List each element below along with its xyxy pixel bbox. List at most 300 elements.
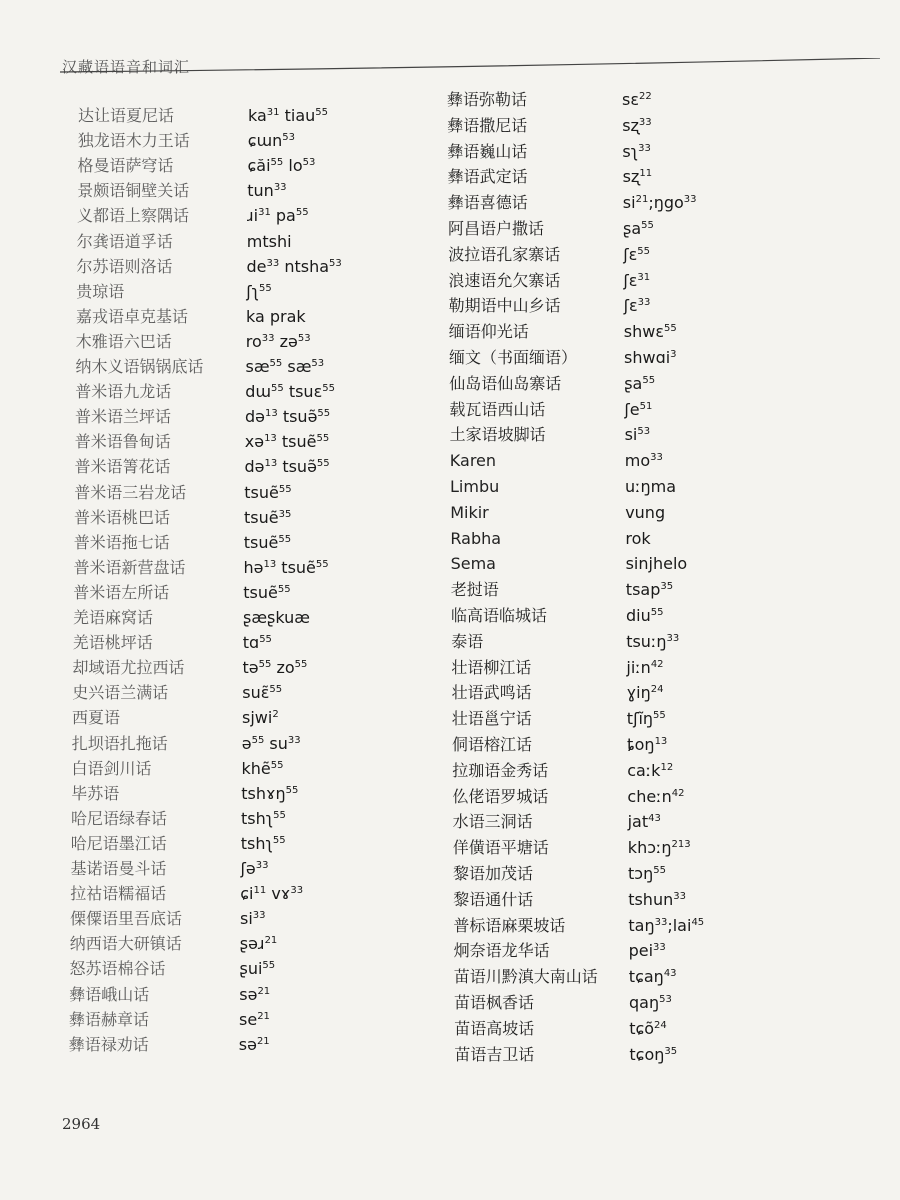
ipa-transcription <box>247 230 292 254</box>
ipa-transcription <box>245 455 330 479</box>
ipa-segment: ʂəɹ <box>239 934 265 954</box>
language-name: Limbu <box>450 477 500 496</box>
ipa-transcription <box>624 398 652 422</box>
ipa-transcription <box>625 501 665 525</box>
ipa-transcription <box>622 140 650 164</box>
tone-number: 35 <box>660 581 674 593</box>
ipa-transcription <box>243 631 272 655</box>
tone-number: 21 <box>256 1035 270 1047</box>
ipa-segment: sɛ <box>622 90 639 109</box>
ipa-transcription <box>625 527 650 551</box>
language-name: 木雅语六巴话 <box>75 331 172 351</box>
ipa-transcription <box>623 217 654 241</box>
ipa-transcription <box>624 320 677 344</box>
ipa-transcription <box>240 882 303 906</box>
ipa-transcription <box>239 1033 270 1057</box>
tone-number: 42 <box>650 658 664 670</box>
language-name: 哈尼语墨江话 <box>70 833 167 853</box>
tone-number: 33 <box>666 632 680 644</box>
language-name: 壮语武鸣话 <box>451 683 532 703</box>
ipa-transcription <box>624 294 651 318</box>
tone-number: 55 <box>315 558 329 570</box>
ipa-transcription <box>244 556 329 580</box>
ipa-segment: də <box>244 457 265 477</box>
ipa-segment: se <box>239 1009 258 1029</box>
tone-number: 11 <box>253 885 267 897</box>
ipa-segment: si <box>622 193 636 213</box>
ipa-segment: tun <box>247 181 274 201</box>
ipa-transcription <box>243 606 310 630</box>
ipa-segment: ;ŋgo <box>648 193 684 213</box>
tone-number: 55 <box>259 282 272 294</box>
language-name: 彝语喜德话 <box>447 193 528 213</box>
ipa-segment: sʅ <box>622 141 639 161</box>
language-name: 贵琼语 <box>76 281 125 301</box>
ipa-transcription <box>246 330 311 354</box>
language-name: 水语三洞话 <box>452 812 533 832</box>
ipa-segment: ʂa <box>624 373 643 393</box>
ipa-transcription <box>247 179 286 203</box>
ipa-segment: ʂui <box>239 959 263 979</box>
ipa-segment: khẽ <box>241 758 271 778</box>
tone-number: 13 <box>263 558 277 570</box>
tone-number: 33 <box>252 910 266 922</box>
ipa-segment: ʃʅ <box>246 281 260 301</box>
ipa-transcription <box>242 706 279 730</box>
tone-number: 21 <box>257 985 271 997</box>
ipa-segment: tə <box>242 658 259 678</box>
tone-number: 12 <box>660 761 674 773</box>
ipa-segment: tsuẽ <box>243 532 279 552</box>
language-name: 独龙语木力王话 <box>77 131 190 151</box>
language-name: 普米语鲁甸话 <box>74 432 171 452</box>
ipa-segment: ə <box>241 733 252 753</box>
ipa-segment: ʃɛ <box>623 270 638 290</box>
tone-number: 2 <box>272 709 279 721</box>
tone-number: 55 <box>641 220 654 231</box>
tone-number: 31 <box>266 107 280 118</box>
ipa-segment: vung <box>625 502 666 522</box>
ipa-transcription <box>629 939 666 963</box>
language-name: 毕苏语 <box>71 783 120 803</box>
ipa-segment: tshʅ <box>240 833 273 853</box>
language-name: Rabha <box>450 528 502 548</box>
tone-number: 51 <box>639 400 653 412</box>
language-name: 普米语三岩龙话 <box>74 482 187 502</box>
ipa-segment: tsap <box>625 580 661 600</box>
tone-number: 55 <box>278 483 292 495</box>
ipa-segment: tiau <box>279 106 316 125</box>
language-name: 彝语赫章话 <box>69 1009 150 1029</box>
language-name: 羌语麻窝话 <box>73 608 154 627</box>
tone-number: 33 <box>290 885 304 897</box>
tone-number: 55 <box>251 734 265 746</box>
ipa-segment: ʃə <box>240 859 256 878</box>
language-name: 缅文（书面缅语） <box>449 348 578 367</box>
ipa-transcription <box>625 423 651 447</box>
language-name: 泰语 <box>451 631 484 651</box>
ipa-transcription <box>242 757 284 781</box>
language-name: 尔苏语则洛话 <box>76 256 173 276</box>
language-name: 苗语高坡话 <box>454 1018 535 1038</box>
language-name: 哈尼语绿春话 <box>71 808 168 828</box>
ipa-transcription <box>241 807 286 831</box>
tone-number: 35 <box>664 1045 678 1057</box>
language-name: 纳西语大研镇话 <box>69 934 182 954</box>
tone-number: 53 <box>297 332 311 344</box>
language-name: 普标语麻栗坡话 <box>453 915 566 935</box>
ipa-segment: sæ <box>282 357 312 376</box>
ipa-segment: sʐ <box>622 167 640 187</box>
ipa-transcription <box>626 552 688 576</box>
language-name: 景颇语铜壁关话 <box>77 181 190 201</box>
tone-number: 13 <box>264 458 278 470</box>
ipa-transcription <box>244 531 291 555</box>
tone-number: 53 <box>282 132 296 144</box>
tone-number: 33 <box>650 452 663 464</box>
language-name: Sema <box>450 554 496 574</box>
tone-number: 53 <box>659 994 672 1005</box>
tone-number: 55 <box>316 433 330 445</box>
running-header: 汉藏语语音和词汇 <box>62 58 191 76</box>
tone-number: 33 <box>287 734 301 746</box>
ipa-transcription <box>247 255 342 279</box>
tone-number: 55 <box>262 960 276 972</box>
ipa-transcription <box>627 733 667 757</box>
ipa-segment: ntsha <box>279 256 330 276</box>
tone-number: 53 <box>329 257 342 269</box>
ipa-segment: tshun <box>628 889 674 909</box>
ipa-transcription <box>242 681 282 705</box>
page-number: 2964 <box>62 1115 101 1133</box>
language-name: 彝语撒尼话 <box>447 115 528 135</box>
ipa-segment: rok <box>625 528 651 548</box>
tone-number: 55 <box>664 323 677 335</box>
ipa-segment: jat <box>627 812 649 832</box>
ipa-segment: ;lai <box>667 915 692 935</box>
tone-number: 24 <box>650 684 664 696</box>
tone-number: 53 <box>637 426 651 438</box>
language-name: 纳木义语锅锅底话 <box>75 357 204 376</box>
language-name: 缅语仰光话 <box>448 322 529 342</box>
ipa-transcription <box>622 88 652 112</box>
language-name: 炯奈语龙华话 <box>453 941 550 961</box>
ipa-transcription <box>625 475 676 499</box>
ipa-segment: vɤ <box>266 884 291 904</box>
tone-number: 3 <box>670 349 677 360</box>
language-name: 壮语邕宁话 <box>451 709 532 729</box>
ipa-transcription <box>244 481 291 505</box>
ipa-segment: sinjhelo <box>625 554 688 574</box>
ipa-segment: tɕõ <box>629 1018 655 1038</box>
ipa-segment: caːk <box>627 760 661 780</box>
ipa-transcription <box>245 380 335 404</box>
language-name: 普米语九龙话 <box>75 382 172 402</box>
ipa-transcription <box>240 932 278 956</box>
tone-number: 33 <box>261 332 275 344</box>
ipa-segment: dɯ <box>245 382 271 402</box>
language-name: 拉祜语糯福话 <box>70 884 167 904</box>
tone-number: 21 <box>264 935 278 947</box>
tone-number: 21 <box>257 1010 270 1022</box>
tone-number: 33 <box>637 297 651 309</box>
ipa-segment: tʃĩŋ <box>626 709 654 729</box>
ipa-segment: ka <box>248 106 267 125</box>
tone-number: 53 <box>302 157 316 169</box>
ipa-segment: ȶoŋ <box>627 735 655 754</box>
ipa-transcription <box>626 656 663 680</box>
tone-number: 55 <box>642 374 656 386</box>
ipa-segment: jiːn <box>626 657 651 677</box>
language-name: 苗语川黔滇大南山话 <box>453 967 598 987</box>
ipa-transcription <box>241 832 286 856</box>
language-name: 彝语弥勒话 <box>447 90 528 109</box>
ipa-segment: su <box>264 733 288 753</box>
language-name: 怒苏语棉谷话 <box>69 959 166 979</box>
tone-number: 55 <box>272 834 286 846</box>
ipa-segment: tɔŋ <box>628 864 654 883</box>
ipa-segment: xə <box>244 432 265 452</box>
language-name: 浪速语允欠寨话 <box>448 270 561 290</box>
ipa-segment: cheːn <box>627 786 672 806</box>
tone-number: 55 <box>295 207 309 219</box>
tone-number: 33 <box>273 182 287 194</box>
ipa-transcription <box>628 810 661 834</box>
language-name: 苗语枫香话 <box>454 993 535 1012</box>
ipa-transcription <box>241 782 298 806</box>
ipa-segment: sʐ <box>622 115 639 135</box>
ipa-transcription <box>241 857 269 881</box>
ipa-transcription <box>247 204 309 228</box>
ipa-transcription <box>629 965 677 989</box>
tone-number: 55 <box>653 865 666 876</box>
tone-number: 35 <box>278 508 292 520</box>
tone-number: 33 <box>683 194 697 206</box>
language-name: 普米语左所话 <box>73 582 170 602</box>
ipa-transcription <box>623 243 650 267</box>
ipa-segment: tɕoŋ <box>629 1044 665 1064</box>
language-name: 彝语巍山话 <box>447 141 528 161</box>
ipa-transcription <box>623 165 652 189</box>
ipa-segment: shwɑi <box>624 348 671 367</box>
ipa-segment: tsuɛ <box>283 382 323 402</box>
ipa-segment: ɕi <box>240 884 254 904</box>
language-name: 基诺语曼斗话 <box>70 859 167 878</box>
ipa-segment: tshʅ <box>241 808 274 828</box>
language-name: 普米语兰坪话 <box>75 407 172 427</box>
language-name: 佯僙语平塘话 <box>452 838 549 858</box>
ipa-segment: ɹi <box>247 206 259 226</box>
ipa-segment: tɕaŋ <box>628 967 664 987</box>
ipa-segment: lo <box>283 156 303 176</box>
ipa-segment: sə <box>239 984 258 1004</box>
tone-number: 55 <box>259 634 272 646</box>
ipa-segment: tshɤŋ <box>241 783 286 803</box>
ipa-segment: tsuẽ <box>244 507 279 527</box>
ipa-transcription <box>627 785 684 809</box>
tone-number: 13 <box>654 736 668 747</box>
tone-number: 55 <box>269 358 283 369</box>
ipa-transcription <box>245 405 330 429</box>
ipa-transcription <box>248 154 316 178</box>
language-name: 白语剑川话 <box>71 758 152 778</box>
ipa-transcription <box>242 732 301 756</box>
tone-number: 55 <box>278 533 292 545</box>
ipa-transcription <box>240 907 266 931</box>
tone-number: 33 <box>673 890 686 902</box>
ipa-segment: mo <box>624 451 651 471</box>
tone-number: 31 <box>637 271 651 283</box>
ipa-segment: ɕăi <box>247 156 271 176</box>
ipa-transcription <box>244 506 291 530</box>
ipa-transcription <box>240 957 276 981</box>
ipa-transcription <box>624 372 655 396</box>
ipa-segment: tsuə̃ <box>277 407 318 427</box>
tone-number: 33 <box>255 860 269 871</box>
ipa-segment: si <box>240 909 253 929</box>
tone-number: 55 <box>258 659 272 671</box>
tone-number: 53 <box>311 358 325 369</box>
ipa-segment: ʂa <box>623 219 642 238</box>
tone-number: 55 <box>269 684 283 696</box>
ipa-segment: tsuẽ <box>244 482 279 502</box>
ipa-segment: taŋ <box>628 915 655 935</box>
ipa-segment: khɔːŋ <box>627 838 672 858</box>
tone-number: 13 <box>264 433 277 445</box>
language-name: 格曼语萨穹话 <box>77 156 174 176</box>
language-name: Mikir <box>450 502 489 522</box>
tone-number: 55 <box>315 107 329 118</box>
ipa-segment: ɣiŋ <box>626 683 651 703</box>
language-name: 拉珈语金秀话 <box>452 760 549 780</box>
tone-number: 11 <box>639 168 653 180</box>
ipa-transcription <box>626 604 663 628</box>
ipa-transcription <box>627 759 673 783</box>
tone-number: 55 <box>316 458 330 470</box>
tone-number: 31 <box>258 207 271 219</box>
ipa-segment: mtshi <box>246 231 292 251</box>
ipa-transcription <box>239 1008 270 1032</box>
ipa-segment: tsuẽ <box>243 582 278 602</box>
tone-number: 55 <box>322 383 335 395</box>
ipa-segment: pa <box>270 206 296 226</box>
ipa-segment: zo <box>271 658 295 678</box>
tone-number: 55 <box>270 759 284 771</box>
tone-number: 13 <box>265 408 278 420</box>
tone-number: 22 <box>638 91 652 102</box>
language-name: 老挝语 <box>450 580 499 600</box>
ipa-segment: də <box>245 407 265 427</box>
ipa-transcription <box>623 191 697 215</box>
ipa-segment: ʃe <box>624 399 640 419</box>
tone-number: 55 <box>317 408 331 420</box>
language-name: 普米语拖七话 <box>73 532 170 552</box>
tone-number: 55 <box>273 809 286 821</box>
ipa-segment: hə <box>243 557 264 577</box>
ipa-segment: tsuẽ <box>276 557 316 577</box>
ipa-segment: ʂæʂkuæ <box>243 608 311 627</box>
ipa-transcription <box>625 449 663 473</box>
language-name: 载瓦语西山话 <box>449 399 546 419</box>
language-name: 仫佬语罗城话 <box>452 786 549 806</box>
tone-number: 55 <box>637 245 650 257</box>
tone-number: 55 <box>285 784 299 796</box>
language-name: 黎语通什话 <box>453 889 534 909</box>
language-name: 彝语峨山话 <box>69 984 150 1004</box>
tone-number: 21 <box>635 194 649 206</box>
ipa-transcription <box>626 578 673 602</box>
ipa-transcription <box>623 269 650 293</box>
ipa-transcription <box>246 280 272 304</box>
ipa-transcription <box>246 355 325 379</box>
language-name: 达让语夏尼话 <box>78 106 175 125</box>
ipa-transcription <box>245 430 329 454</box>
ipa-segment: sæ <box>245 357 270 376</box>
ipa-segment: tsuẽ <box>276 432 317 452</box>
ipa-segment: tɑ <box>242 633 260 653</box>
ipa-transcription <box>243 581 290 605</box>
ipa-segment: qaŋ <box>629 993 660 1012</box>
ipa-segment: si <box>624 425 638 445</box>
language-name: 勒期语中山乡话 <box>448 296 561 316</box>
language-name: 普米语桃巴话 <box>74 507 171 527</box>
language-name: 壮语柳江话 <box>451 657 532 677</box>
tone-number: 55 <box>270 157 284 169</box>
tone-number: 42 <box>671 787 685 799</box>
ipa-segment: ʃɛ <box>623 244 638 264</box>
tone-number: 55 <box>294 659 308 671</box>
tone-number: 33 <box>653 942 666 954</box>
ipa-transcription <box>239 983 270 1007</box>
tone-number: 213 <box>671 839 691 851</box>
tone-number: 55 <box>653 710 666 722</box>
language-name: 临高语临城话 <box>451 606 548 625</box>
ipa-segment: sə <box>238 1034 257 1054</box>
ipa-transcription <box>626 630 679 654</box>
language-name: 彝语武定话 <box>447 167 528 187</box>
language-name: Karen <box>449 451 497 471</box>
ipa-transcription <box>629 991 672 1015</box>
ipa-transcription <box>243 656 308 680</box>
tone-number: 55 <box>277 583 291 595</box>
ipa-segment: ɕɯn <box>247 131 283 151</box>
ipa-segment: uːŋma <box>625 477 677 496</box>
ipa-segment: ʃɛ <box>623 296 638 316</box>
language-name: 西夏语 <box>72 708 121 728</box>
ipa-transcription <box>628 888 686 912</box>
tone-number: 45 <box>691 916 705 928</box>
language-name: 苗语吉卫话 <box>454 1044 535 1064</box>
tone-number: 33 <box>654 916 668 928</box>
language-name: 傈僳语里吾底话 <box>70 909 183 929</box>
ipa-transcription <box>248 129 295 153</box>
language-name: 羌语桃坪话 <box>72 633 153 653</box>
ipa-transcription <box>246 305 306 329</box>
language-name: 彝语禄劝话 <box>68 1034 149 1054</box>
ipa-segment: diu <box>626 606 651 625</box>
tone-number: 33 <box>638 142 651 154</box>
tone-number: 43 <box>648 813 661 825</box>
ipa-transcription <box>248 104 328 128</box>
ipa-transcription <box>624 346 677 370</box>
tone-number: 33 <box>638 116 652 128</box>
language-name: 土家语坡脚话 <box>449 425 546 445</box>
language-name: 波拉语孔家寨话 <box>448 244 561 264</box>
ipa-segment: pei <box>628 941 654 961</box>
ipa-segment: tsuə̃ <box>277 457 317 477</box>
ipa-transcription <box>628 862 666 886</box>
language-name: 普米语箐花话 <box>74 457 171 477</box>
